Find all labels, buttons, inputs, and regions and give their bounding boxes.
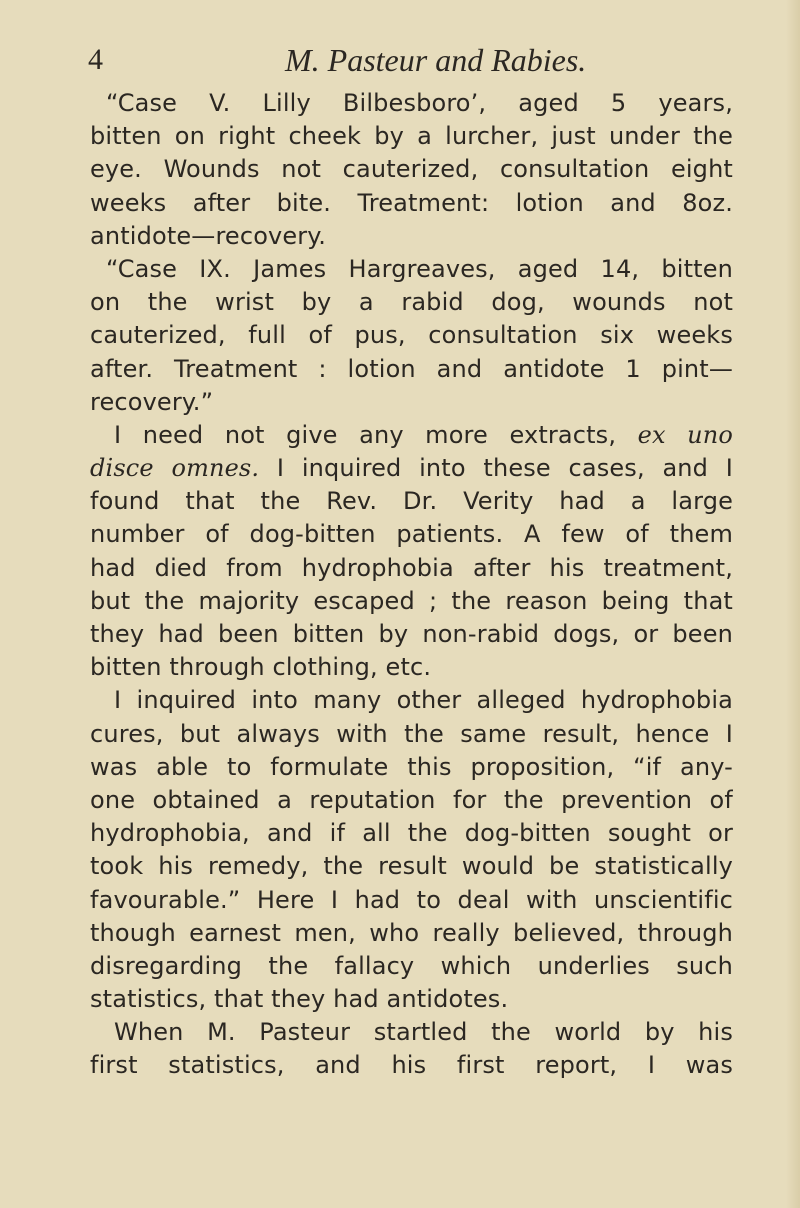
- text-line: cures, but always with the same result, hence I: [90, 719, 733, 748]
- text-line: found that the Rev. Dr. Verity had a large: [90, 487, 733, 516]
- text-line: disregarding the fallacy which underlies such: [90, 951, 733, 980]
- text-line: after. Treatment : lotion and antidote 1 pint—: [90, 354, 733, 383]
- text-line: bitten on right cheek by a lurcher, just under the: [90, 122, 733, 151]
- text-line: was able to formulate this proposition, “if any-: [90, 752, 733, 781]
- text-line: first statistics, and his first report, I was: [90, 1051, 733, 1080]
- text-line: but the majority escaped ; the reason being that: [90, 586, 733, 615]
- page-edge: [786, 0, 800, 1208]
- text-line: they had been bitten by non-rabid dogs, or been: [90, 620, 733, 648]
- text-line: “Case IX. James Hargreaves, aged 14, bitten: [106, 254, 733, 283]
- latin-phrase: ex uno: [637, 420, 733, 449]
- text-line: bitten through clothing, etc.: [90, 653, 432, 682]
- page-number: 4: [88, 43, 103, 76]
- text-line: I inquired into many other alleged hydrophobia: [114, 686, 733, 715]
- body-text: [90, 87, 733, 1083]
- text-line: though earnest men, who really believed, through: [90, 918, 733, 947]
- text-line: number of dog-bitten patients. A few of them: [90, 520, 733, 549]
- text-line: took his remedy, the result would be statistically: [90, 852, 733, 881]
- running-head: M. Pasteur and Rabies.: [285, 42, 587, 78]
- text-line: favourable.” Here I had to deal with unscientific: [90, 885, 733, 914]
- text-line: cauterized, full of pus, consultation six weeks: [90, 321, 733, 350]
- text-line: on the wrist by a rabid dog, wounds not: [90, 288, 733, 317]
- latin-phrase: disce omnes.: [90, 454, 260, 483]
- text-line: When M. Pasteur startled the world by his: [114, 1018, 733, 1047]
- text-line: eye. Wounds not cauterized, consultation eight: [90, 155, 733, 184]
- page-header: [0, 38, 800, 82]
- text-line: antidote—recovery.: [90, 221, 327, 250]
- text-line: “Case V. Lilly Bilbesboro’, aged 5 years,: [106, 89, 733, 117]
- text-line: one obtained a reputation for the prevention of: [90, 785, 733, 814]
- text-line: hydrophobia, and if all the dog-bitten sought or: [90, 819, 733, 848]
- text-line: [90, 452, 733, 485]
- text-line: [90, 419, 733, 452]
- text-line: statistics, that they had antidotes.: [90, 985, 509, 1014]
- text-segment: I need not give any more extracts,: [114, 420, 617, 449]
- text-line: weeks after bite. Treatment: lotion and 8oz.: [90, 188, 733, 217]
- text-line: recovery.”: [90, 387, 214, 416]
- text-segment: I inquired into these cases, and I: [276, 454, 733, 483]
- text-line: had died from hydrophobia after his treatment,: [90, 553, 733, 582]
